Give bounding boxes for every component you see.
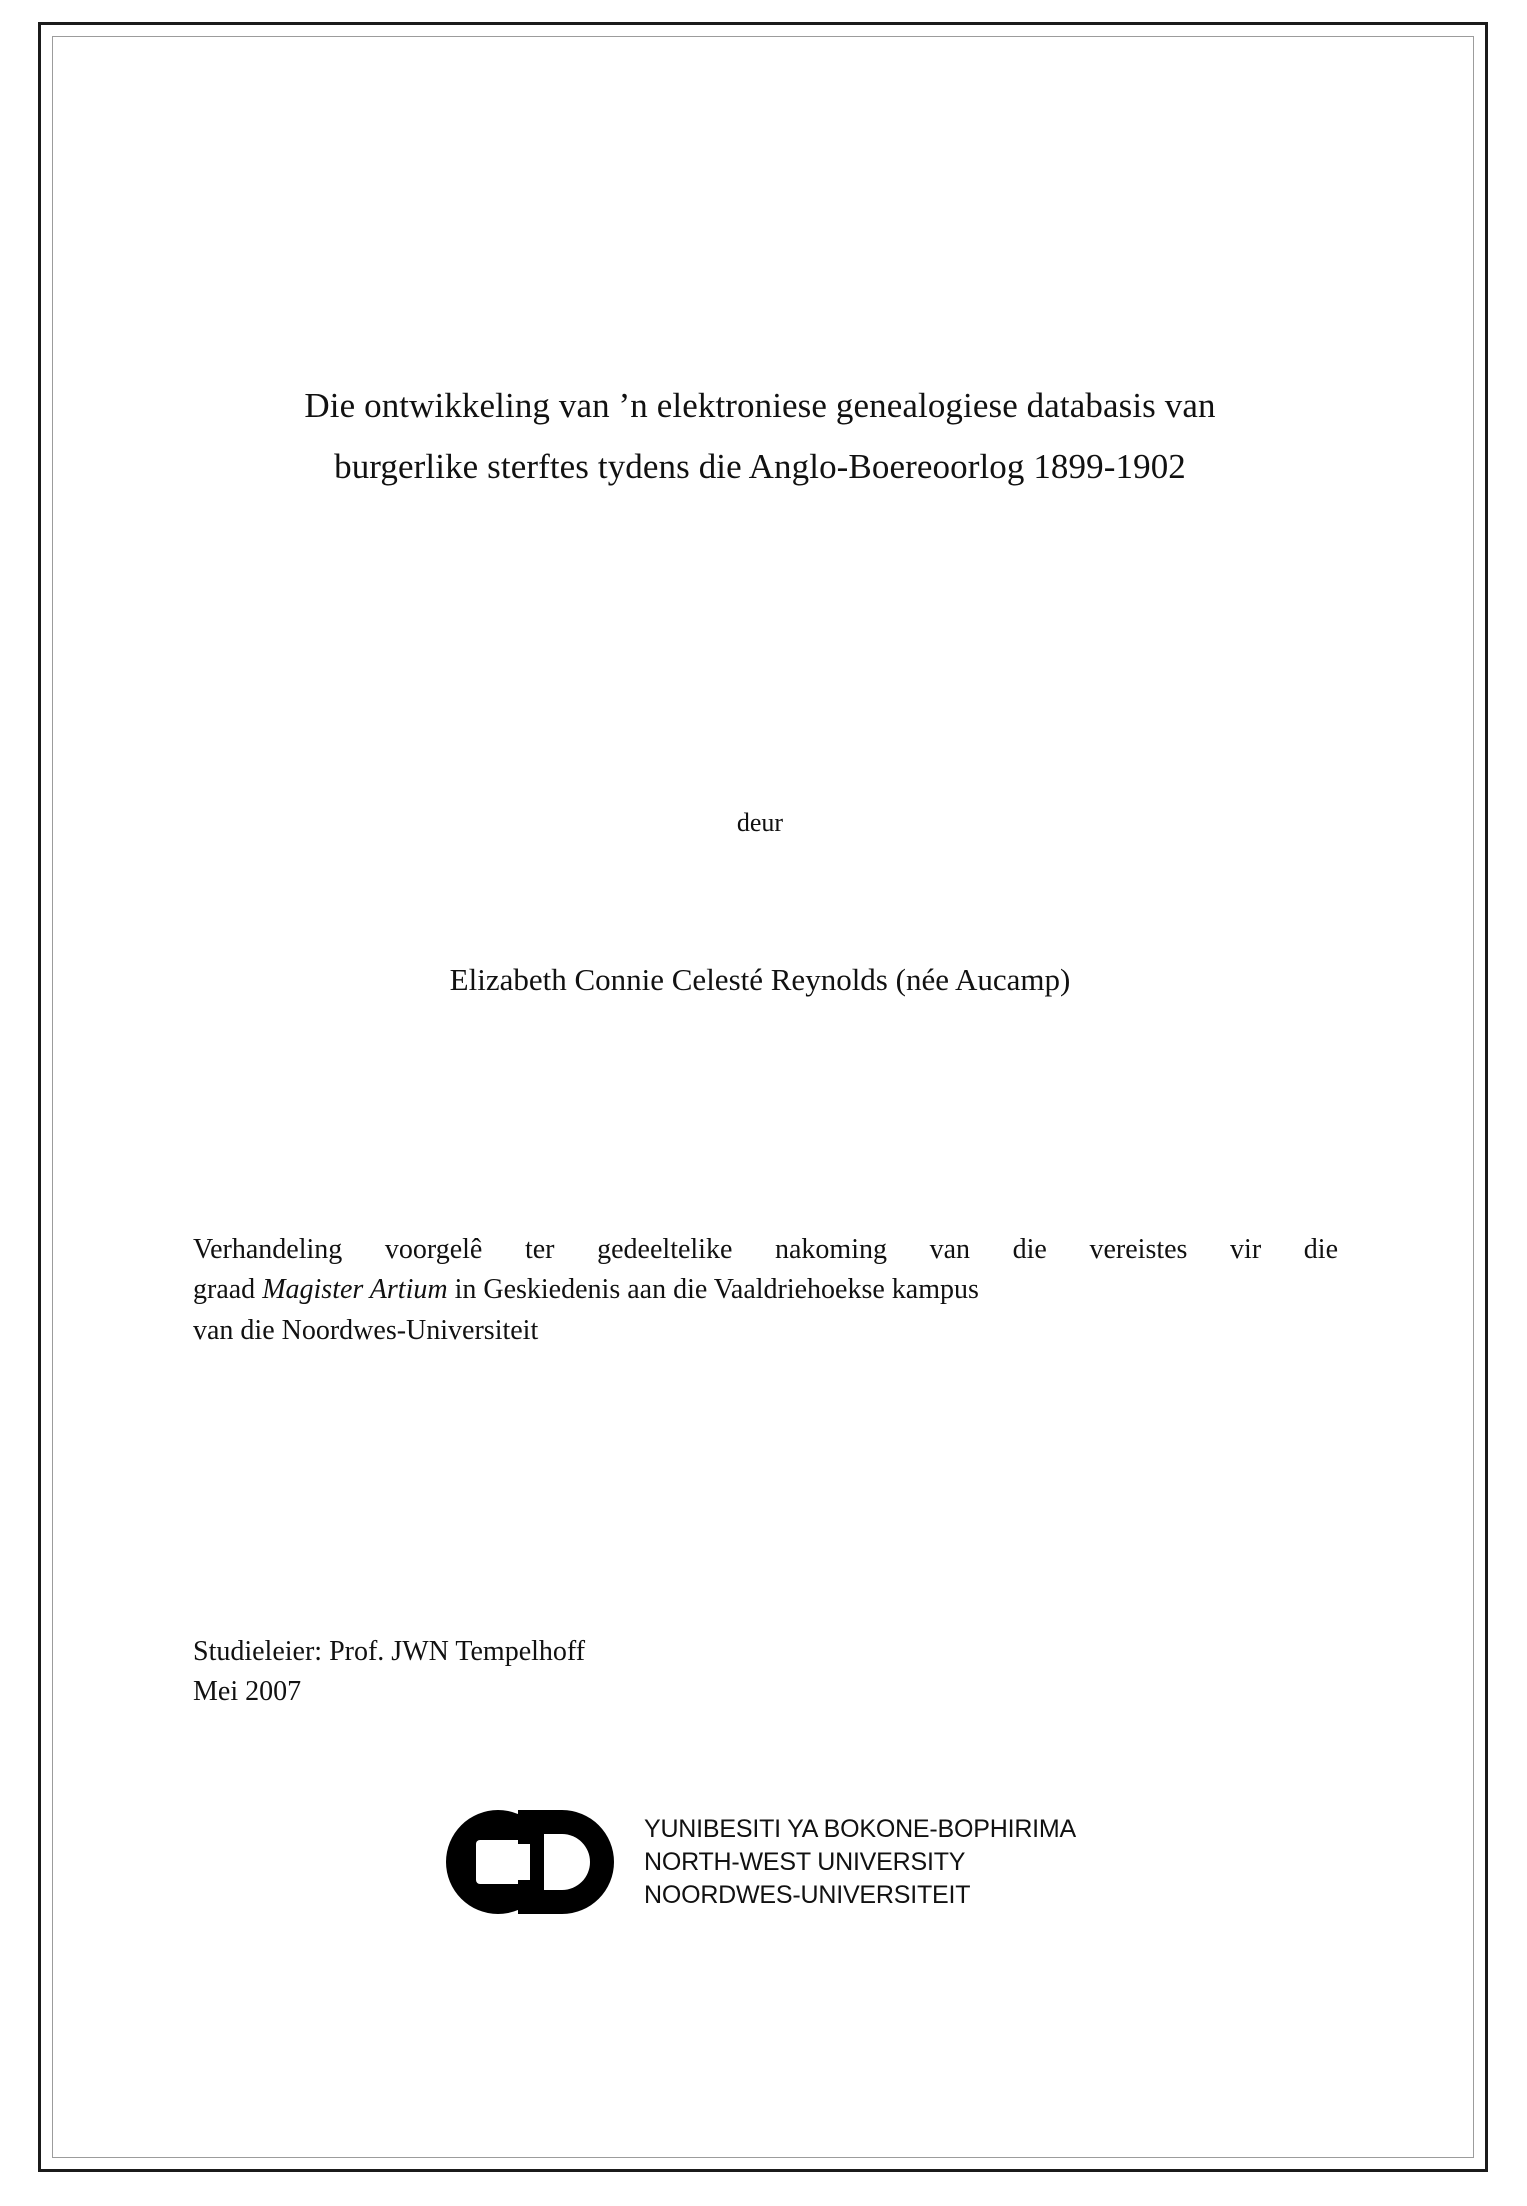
by-label: deur: [736, 808, 784, 837]
degree-statement-line-3: van die Noordwes-Universiteit: [193, 1314, 539, 1346]
nwu-cd-logo-icon: [444, 1800, 634, 1925]
title-line-2: burgerlike sterftes tydens die Anglo-Boereoorlog 1899-1902: [334, 447, 1186, 487]
degree-name: Magister Artium: [262, 1274, 448, 1306]
logo-text-line-1: YUNIBESITI YA BOKONE-BOPHIRIMA: [643, 1815, 1077, 1843]
degree-statement-line-1: Verhandeling voorgelê ter gedeeltelike nakoming van die vereistes vir die: [193, 1234, 1338, 1265]
logo-text-line-3: NOORDWES-UNIVERSITEIT: [643, 1881, 971, 1909]
supervisor-name: Studieleier: Prof. JWN Tempelhoff: [193, 1636, 586, 1667]
degree-statement: [193, 1230, 1338, 1351]
page-content: [185, 0, 1338, 2206]
supervisor-block: [193, 1632, 1093, 1712]
university-logo: [185, 1800, 1335, 1925]
submission-date: Mei 2007: [193, 1675, 302, 1707]
page-title: [185, 375, 1335, 498]
logo-text-line-2: NORTH-WEST UNIVERSITY: [643, 1848, 966, 1876]
university-logo-text: [644, 1813, 1076, 1912]
degree-statement-line-2: [193, 1270, 1338, 1310]
degree-statement-line-2-pre: graad: [193, 1274, 263, 1306]
title-line-1: Die ontwikkeling van ’n elektroniese genealogiese databasis van: [304, 386, 1216, 425]
degree-statement-line-2-post: in Geskiedenis aan die Vaaldriehoekse kampus: [447, 1274, 979, 1306]
author-name: Elizabeth Connie Celesté Reynolds (née Aucamp): [449, 962, 1071, 997]
